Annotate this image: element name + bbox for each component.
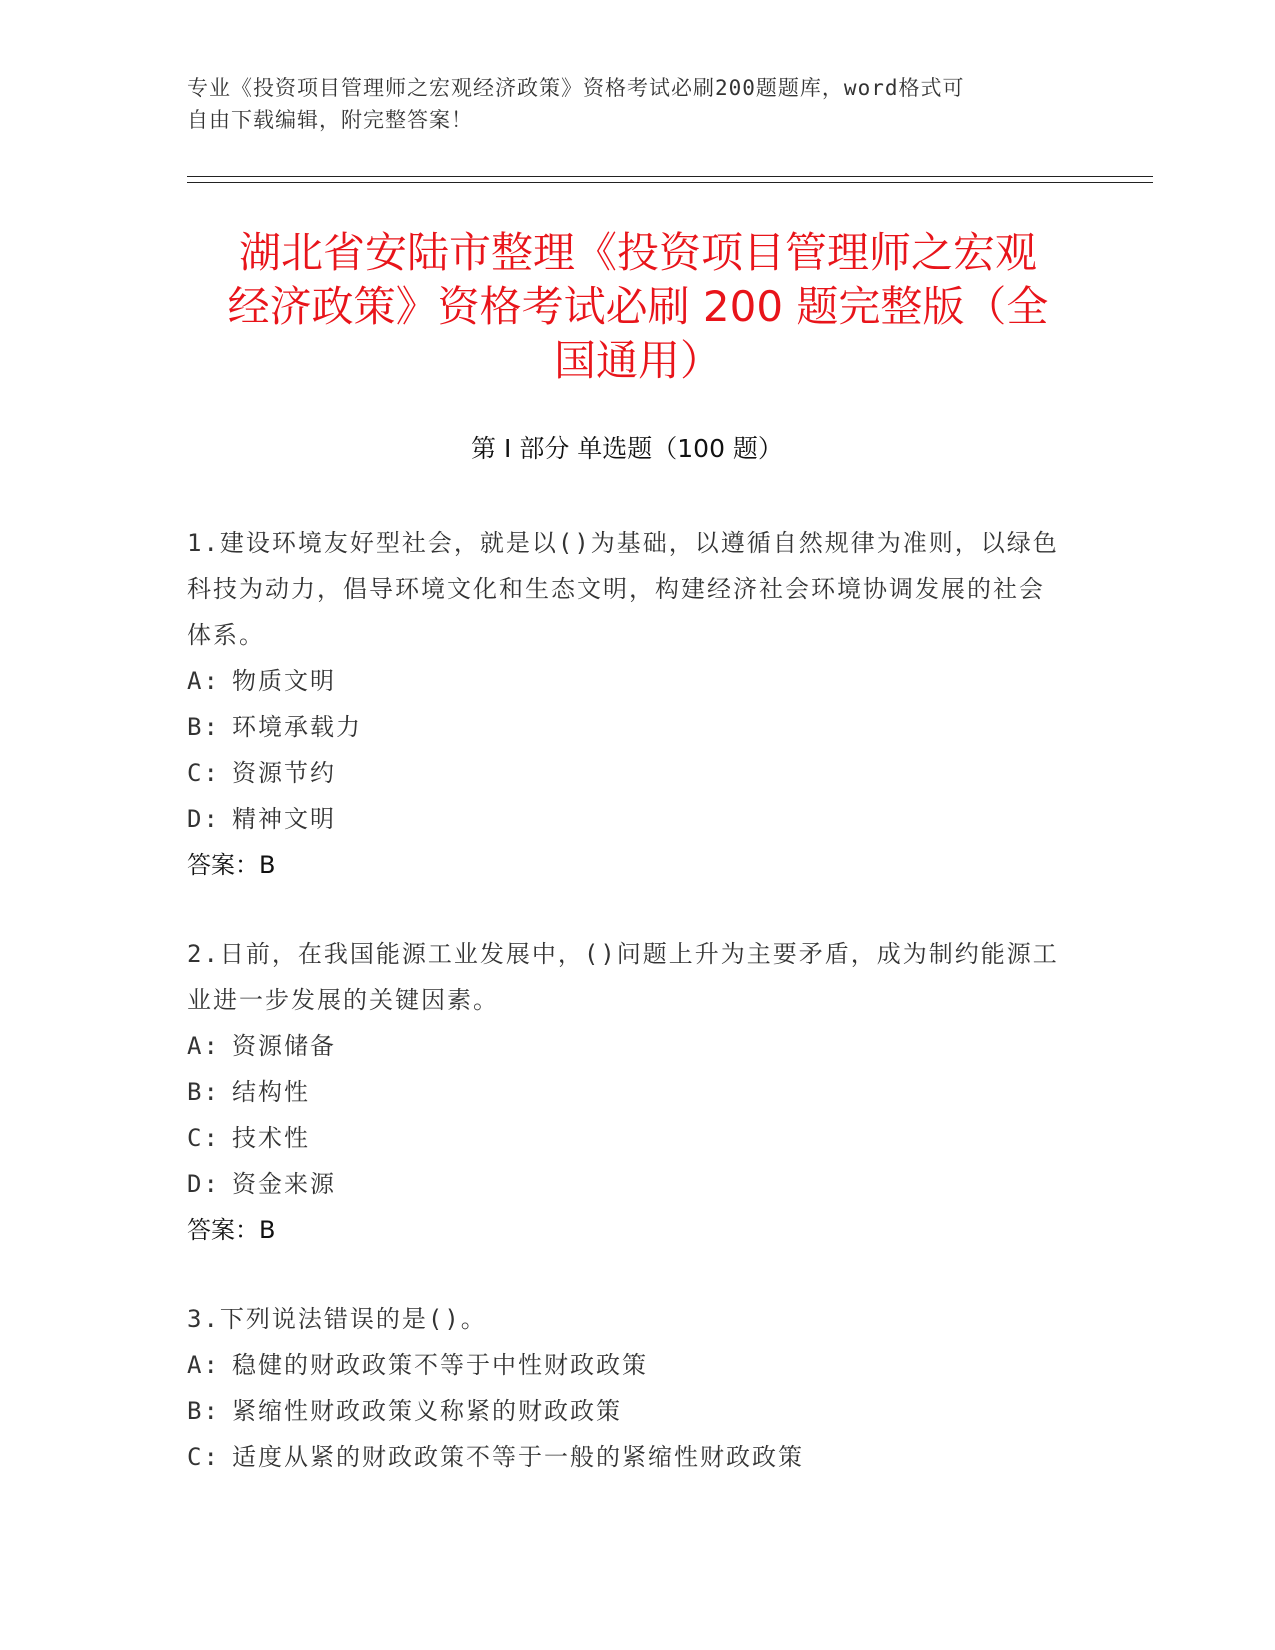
option-d [187, 1161, 1067, 1207]
question-list [187, 520, 1067, 1523]
option-text: 结构性 [232, 1078, 310, 1106]
option-text: 资源储备 [232, 1032, 336, 1060]
option-text: 环境承载力 [232, 713, 362, 741]
option-text: 稳健的财政政策不等于中性财政政策 [232, 1351, 648, 1379]
header-note-line-2: 自由下载编辑，附完整答案！ [187, 108, 473, 132]
option-key: A: [187, 1351, 220, 1379]
question-answer: 答案：B [187, 1216, 276, 1244]
title-line-3: 国通用） [553, 336, 722, 385]
option-b [187, 1069, 1067, 1115]
option-text: 精神文明 [232, 805, 336, 833]
question-answer: 答案：B [187, 851, 276, 879]
section-heading: 第 I 部分 单选题（100 题） [471, 434, 783, 463]
option-key: A: [187, 667, 220, 695]
question-item [187, 1296, 1067, 1480]
option-b [187, 704, 1067, 750]
option-key: D: [187, 1170, 220, 1198]
option-key: C: [187, 1443, 220, 1471]
option-key: B: [187, 1397, 220, 1425]
option-a [187, 1023, 1067, 1069]
option-b [187, 1388, 1067, 1434]
question-stem: 2.日前，在我国能源工业发展中，()问题上升为主要矛盾，成为制约能源工业进一步发展的关键因素。 [187, 940, 1059, 1014]
option-key: A: [187, 1032, 220, 1060]
option-text: 适度从紧的财政政策不等于一般的紧缩性财政政策 [232, 1443, 804, 1471]
option-text: 资金来源 [232, 1170, 336, 1198]
option-key: C: [187, 759, 220, 787]
option-text: 资源节约 [232, 759, 336, 787]
question-stem: 3.下列说法错误的是()。 [187, 1305, 487, 1333]
option-c [187, 1434, 1067, 1480]
option-key: B: [187, 713, 220, 741]
title-line-1: 湖北省安陆市整理《投资项目管理师之宏观 [238, 228, 1037, 277]
header-note-line-1: 专业《投资项目管理师之宏观经济政策》资格考试必刷200题题库，word格式可 [187, 76, 965, 100]
question-item [187, 520, 1067, 888]
option-key: B: [187, 1078, 220, 1106]
header-divider-bottom [187, 182, 1153, 183]
option-c [187, 750, 1067, 796]
option-d [187, 796, 1067, 842]
option-text: 紧缩性财政政策义称紧的财政政策 [232, 1397, 622, 1425]
header-divider-top [187, 176, 1153, 177]
option-c [187, 1115, 1067, 1161]
option-a [187, 1342, 1067, 1388]
option-text: 技术性 [232, 1124, 310, 1152]
option-a [187, 658, 1067, 704]
question-stem: 1.建设环境友好型社会，就是以()为基础，以遵循自然规律为准则，以绿色科技为动力，倡导环境文化和生态文明，构建经济社会环境协调发展的社会体系。 [187, 529, 1059, 649]
title-line-2: 经济政策》资格考试必刷 200 题完整版（全 [227, 282, 1049, 331]
document-title [198, 226, 1078, 388]
option-key: C: [187, 1124, 220, 1152]
option-text: 物质文明 [232, 667, 336, 695]
header-note [187, 72, 1067, 136]
question-item [187, 931, 1067, 1253]
option-key: D: [187, 805, 220, 833]
